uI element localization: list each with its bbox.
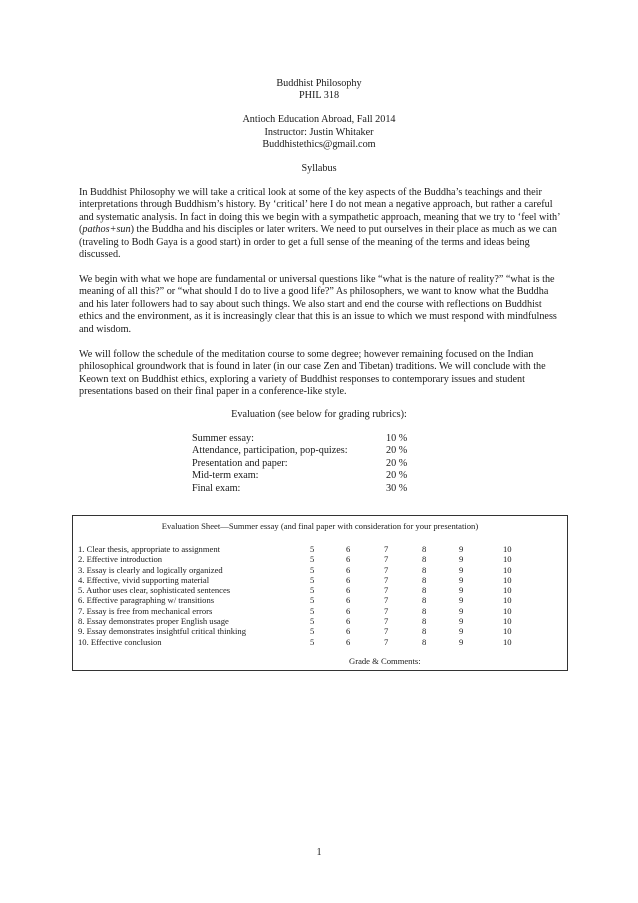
rubric-row	[78, 626, 562, 636]
evaluation-row	[192, 470, 422, 482]
rubric-score: 10	[503, 595, 512, 606]
evaluation-percent: 30 %	[386, 482, 408, 494]
rubric-criterion: 9. Essay demonstrates insightful critical thinking	[78, 626, 247, 637]
rubric-row	[78, 616, 562, 626]
rubric-row	[78, 554, 562, 564]
rubric-score: 10	[503, 554, 512, 565]
rubric-score: 5	[310, 564, 315, 575]
rubric-score: 5	[310, 544, 315, 554]
rubric-criterion: 1. Clear thesis, appropriate to assignment	[78, 544, 221, 554]
rubric-score: 9	[459, 564, 464, 575]
program-term: Antioch Education Abroad, Fall 2014	[242, 114, 396, 126]
rubric-criterion: 2. Effective introduction	[78, 554, 163, 565]
evaluation-label: Presentation and paper:	[192, 457, 288, 469]
evaluation-percent: 20 %	[386, 445, 408, 457]
rubric-score: 9	[459, 636, 464, 647]
questions-paragraph: We begin with what we hope are fundamental or universal questions like “what is the nature of reality?” “what is the meaning of all this?” or “what should I do to live a good life?” As philosophers, we want to know what the Buddha and his later followers had to say about such things. We also start and end the course with reflections on Buddhist ethics and the environment, as it is increasingly clear that this is an issue to which we must respond with mindfulness and wisdom.	[79, 274, 557, 335]
rubric-score: 7	[384, 595, 389, 606]
rubric-score: 5	[310, 554, 315, 565]
rubric-criterion: 7. Essay is free from mechanical errors	[78, 605, 213, 616]
evaluation-row	[192, 433, 422, 445]
evaluation-row	[192, 458, 422, 470]
evaluation-label: Attendance, participation, pop-quizes:	[192, 445, 348, 457]
rubric-score: 7	[384, 626, 389, 637]
rubric-score: 6	[346, 626, 351, 637]
evaluation-heading: Evaluation (see below for grading rubrics):	[231, 409, 407, 420]
rubric-score: 5	[310, 626, 315, 637]
rubric-score: 6	[346, 616, 351, 627]
rubric-score: 10	[503, 585, 512, 596]
rubric-score: 7	[384, 554, 389, 565]
rubric-criterion: 10. Effective conclusion	[78, 636, 162, 647]
rubric-row	[78, 544, 562, 554]
rubric-score: 7	[384, 616, 389, 627]
evaluation-percent: 10 %	[386, 433, 408, 444]
course-title: Buddhist Philosophy	[276, 78, 362, 89]
intro-paragraph	[79, 187, 565, 261]
rubric-score: 6	[346, 564, 351, 575]
rubric-score: 10	[503, 616, 512, 627]
rubric-score: 9	[459, 605, 464, 616]
rubric-score: 9	[459, 544, 464, 554]
rubric-criterion: 6. Effective paragraphing w/ transitions	[78, 595, 215, 606]
intro-text-part2: ) the Buddha and his disciples or later writers. We need to put ourselves in their place as much as we can (traveling to Bodh Gaya is a good start) in order to get a full sense of the meaning of the terms and ideas being discussed.	[79, 224, 557, 261]
rubric-score: 5	[310, 595, 315, 606]
rubric-criterion: 3. Essay is clearly and logically organized	[78, 564, 223, 575]
rubric-score: 10	[503, 605, 512, 616]
evaluation-label: Mid-term exam:	[192, 470, 259, 482]
grade-comments-label: Grade & Comments:	[349, 656, 421, 666]
rubric-score: 7	[384, 544, 389, 554]
rubric-score: 6	[346, 544, 351, 554]
evaluation-row	[192, 445, 422, 457]
rubric-score: 5	[310, 636, 315, 647]
rubric-row	[78, 585, 562, 595]
rubric-score: 8	[422, 544, 427, 554]
rubric-score: 6	[346, 595, 351, 606]
rubric-row	[78, 575, 562, 585]
intro-text-part1: In Buddhist Philosophy we will take a critical look at some of the key aspects of the Buddha’s teachings and their interpretations through Buddhism’s history. By ‘critical’ here I do not mean a negative approach, but rather a careful and systematic analysis. In fact in doing this we begin with a sympathetic approach, meaning that we try to ‘feel with’ (	[79, 187, 560, 236]
rubric-score: 6	[346, 605, 351, 616]
rubric-score: 9	[459, 585, 464, 596]
syllabus-header	[0, 78, 638, 175]
rubric-score: 9	[459, 595, 464, 606]
rubric-row	[78, 606, 562, 616]
rubric-score: 10	[503, 636, 512, 647]
rubric-score: 6	[346, 585, 351, 596]
rubric-row	[78, 595, 562, 605]
evaluation-percent: 20 %	[386, 470, 408, 482]
page-number: 1	[316, 847, 322, 858]
evaluation-sheet-title: Evaluation Sheet—Summer essay (and final paper with consideration for your presentation)	[161, 521, 479, 531]
rubric-score: 6	[346, 554, 351, 565]
rubric-score: 8	[422, 585, 427, 596]
evaluation-row	[192, 483, 422, 495]
rubric-score: 8	[422, 554, 427, 565]
course-code: PHIL 318	[298, 90, 340, 102]
rubric-score: 10	[503, 544, 512, 554]
rubric-score: 8	[422, 616, 427, 627]
rubric-score: 10	[503, 626, 512, 637]
evaluation-label: Summer essay:	[192, 433, 254, 444]
rubric-score: 5	[310, 605, 315, 616]
rubric-score: 6	[346, 574, 351, 585]
rubric-score: 9	[459, 626, 464, 637]
rubric-score: 9	[459, 616, 464, 627]
rubric-criteria-list	[78, 544, 562, 647]
rubric-score: 8	[422, 636, 427, 647]
rubric-score: 10	[503, 574, 512, 585]
evaluation-breakdown	[192, 433, 422, 495]
rubric-criterion: 8. Essay demonstrates proper English usage	[78, 616, 229, 627]
rubric-row	[78, 637, 562, 647]
evaluation-percent: 20 %	[386, 457, 408, 469]
rubric-score: 7	[384, 564, 389, 575]
rubric-score: 5	[310, 585, 315, 596]
rubric-criterion: 5. Author uses clear, sophisticated sentences	[78, 585, 231, 596]
rubric-score: 7	[384, 585, 389, 596]
rubric-score: 8	[422, 605, 427, 616]
rubric-row	[78, 565, 562, 575]
rubric-score: 6	[346, 636, 351, 647]
evaluation-label: Final exam:	[192, 482, 241, 494]
rubric-criterion: 4. Effective, vivid supporting material	[78, 574, 210, 585]
rubric-score: 9	[459, 554, 464, 565]
rubric-score: 10	[503, 564, 512, 575]
rubric-score: 8	[422, 564, 427, 575]
document-title: Syllabus	[301, 163, 337, 175]
instructor-email: Buddhistethics@gmail.com	[262, 138, 376, 150]
rubric-score: 8	[422, 595, 427, 606]
rubric-score: 8	[422, 574, 427, 585]
rubric-score: 5	[310, 616, 315, 627]
rubric-score: 8	[422, 626, 427, 637]
instructor-name: Instructor: Justin Whitaker	[264, 126, 374, 138]
rubric-score: 7	[384, 574, 389, 585]
rubric-score: 5	[310, 574, 315, 585]
rubric-score: 7	[384, 605, 389, 616]
rubric-score: 7	[384, 636, 389, 647]
rubric-score: 9	[459, 574, 464, 585]
schedule-paragraph: We will follow the schedule of the meditation course to some degree; however remaining focused on the Indian philosophical groundwork that is found in later (in our case Zen and Tibetan) traditions. We will conclude with the Keown text on Buddhist ethics, exploring a variety of Buddhist responses to contemporary issues and student presentations based on their final paper in a conference-like style.	[79, 349, 546, 398]
evaluation-sheet-box	[72, 515, 568, 671]
intro-text-italic: pathos+sun	[82, 224, 131, 236]
